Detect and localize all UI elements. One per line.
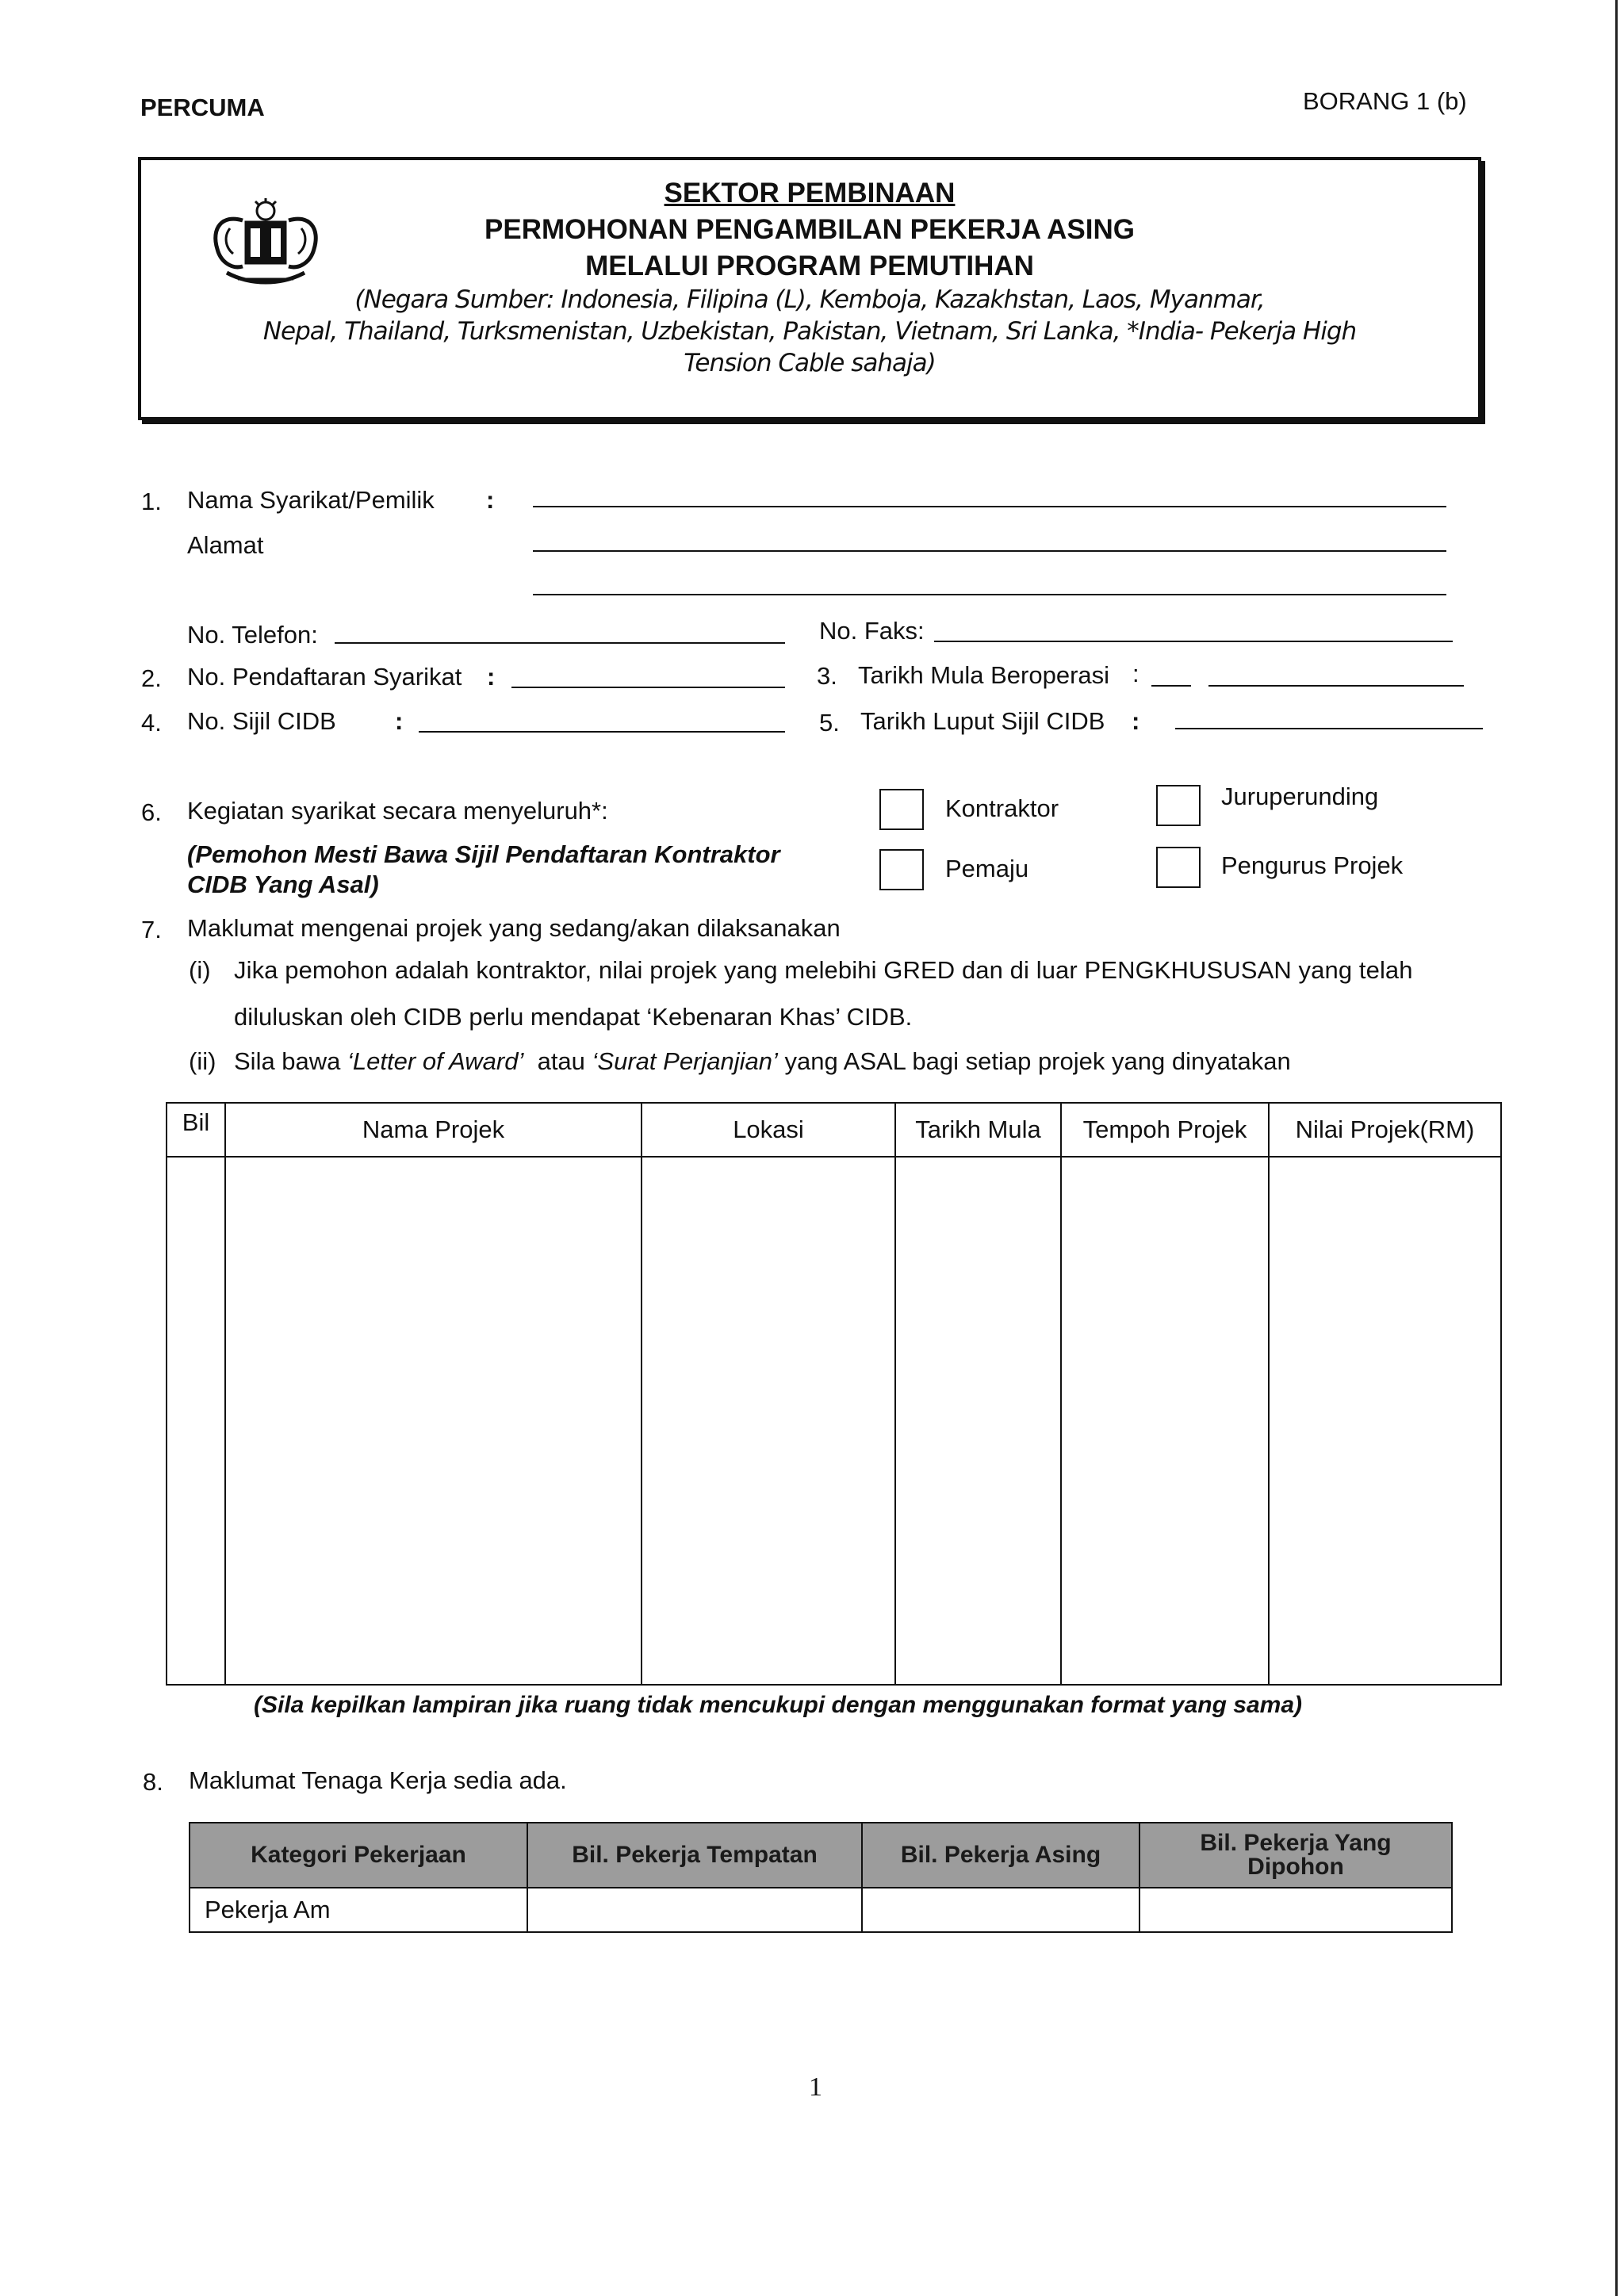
column-header-duration: Tempoh Projek xyxy=(1061,1103,1269,1157)
item-number: 1. xyxy=(141,488,162,515)
colon: : xyxy=(1132,660,1139,687)
fax-field[interactable] xyxy=(934,641,1453,642)
form-code: BORANG 1 (b) xyxy=(1303,87,1467,115)
address-field-line-1[interactable] xyxy=(533,550,1446,552)
project-duration-cell[interactable] xyxy=(1061,1157,1269,1685)
attachment-note: (Sila kepilkan lampiran jika ruang tidak mencukupi dengan menggunakan format yang sama) xyxy=(254,1692,1303,1718)
company-name-label: Nama Syarikat/Pemilik xyxy=(187,486,435,514)
workforce-info-label: Maklumat Tenaga Kerja sedia ada. xyxy=(189,1766,567,1794)
column-header-job-category: Kategori Pekerjaan xyxy=(190,1823,527,1888)
column-header-bil: Bil xyxy=(167,1103,225,1157)
project-bil-cell[interactable] xyxy=(167,1157,225,1685)
activity-note-line1: (Pemohon Mesti Bawa Sijil Pendaftaran Kontraktor xyxy=(187,840,780,868)
column-header-start-date: Tarikh Mula xyxy=(895,1103,1061,1157)
consultant-checkbox[interactable] xyxy=(1156,785,1201,826)
cidb-certificate-label: No. Sijil CIDB xyxy=(187,707,336,735)
job-category-cell: Pekerja Am xyxy=(190,1888,527,1932)
source-countries-line2: Nepal, Thailand, Turksmenistan, Uzbekistan, Pakistan, Vietnam, Sri Lanka, *India- Pekerja High xyxy=(262,317,1357,346)
column-header-project-name: Nama Projek xyxy=(225,1103,642,1157)
phone-label: No. Telefon: xyxy=(187,621,318,649)
contractor-grade-note-line2: diluluskan oleh CIDB perlu mendapat ‘Kebenaran Khas’ CIDB. xyxy=(234,1003,913,1031)
bring-documents-note: Sila bawa ‘Letter of Award’ atau ‘Surat Perjanjian’ yang ASAL bagi setiap projek yang dinyatakan xyxy=(234,1047,1291,1075)
cidb-expiry-field[interactable] xyxy=(1175,728,1483,729)
operation-start-field[interactable] xyxy=(1208,685,1464,687)
sub-item-ii: (ii) xyxy=(189,1047,216,1075)
sector-title: SEKTOR PEMBINAAN xyxy=(664,178,956,209)
cidb-expiry-label: Tarikh Luput Sijil CIDB xyxy=(860,707,1105,735)
foreign-workers-cell[interactable] xyxy=(862,1888,1139,1932)
scan-edge xyxy=(1615,0,1618,2296)
item-number: 8. xyxy=(143,1768,163,1796)
project-manager-option-label: Pengurus Projek xyxy=(1221,851,1404,879)
operation-start-field-short[interactable] xyxy=(1151,685,1191,687)
company-activity-label: Kegiatan syarikat secara menyeluruh*: xyxy=(187,797,608,825)
colon: : xyxy=(395,707,404,735)
project-table xyxy=(166,1102,1502,1686)
colon: : xyxy=(487,663,496,691)
project-location-cell[interactable] xyxy=(642,1157,895,1685)
item-number: 2. xyxy=(141,664,162,692)
page-number: 1 xyxy=(809,2072,822,2102)
header-box xyxy=(138,157,1481,420)
consultant-option-label: Juruperunding xyxy=(1221,783,1379,810)
project-manager-checkbox[interactable] xyxy=(1156,847,1201,888)
developer-checkbox[interactable] xyxy=(879,849,924,890)
item-number: 5. xyxy=(819,709,840,737)
company-name-field[interactable] xyxy=(533,506,1446,507)
activity-note-line2: CIDB Yang Asal) xyxy=(187,871,379,898)
item-number: 4. xyxy=(141,709,162,737)
developer-option-label: Pemaju xyxy=(945,855,1029,882)
project-name-cell[interactable] xyxy=(225,1157,642,1685)
column-header-project-value: Nilai Projek(RM) xyxy=(1269,1103,1501,1157)
item-number: 3. xyxy=(817,662,837,690)
project-info-label: Maklumat mengenai projek yang sedang/akan dilaksanakan xyxy=(187,914,841,942)
cidb-certificate-field[interactable] xyxy=(419,731,785,733)
contractor-option-label: Kontraktor xyxy=(945,794,1059,822)
column-header-location: Lokasi xyxy=(642,1103,895,1157)
free-label: PERCUMA xyxy=(140,94,265,121)
item-number: 6. xyxy=(141,798,162,826)
fax-label: No. Faks: xyxy=(819,617,925,645)
contractor-checkbox[interactable] xyxy=(879,789,924,830)
item-number: 7. xyxy=(141,916,162,943)
column-header-local-workers: Bil. Pekerja Tempatan xyxy=(527,1823,862,1888)
address-label: Alamat xyxy=(187,531,264,559)
operation-start-label: Tarikh Mula Beroperasi xyxy=(858,661,1110,689)
program-title: MELALUI PROGRAM PEMUTIHAN xyxy=(585,251,1034,281)
source-countries-line3: Tension Cable sahaja) xyxy=(684,349,936,377)
project-value-cell[interactable] xyxy=(1269,1157,1501,1685)
project-start-date-cell[interactable] xyxy=(895,1157,1061,1685)
table-row xyxy=(190,1888,1452,1932)
column-header-foreign-workers: Bil. Pekerja Asing xyxy=(862,1823,1139,1888)
local-workers-cell[interactable] xyxy=(527,1888,862,1932)
contractor-grade-note-line1: Jika pemohon adalah kontraktor, nilai projek yang melebihi GRED dan di luar PENGKHUSUSAN yang telah xyxy=(234,956,1413,984)
address-field-line-2[interactable] xyxy=(533,594,1446,595)
sub-item-i: (i) xyxy=(189,956,211,984)
workforce-table xyxy=(189,1822,1453,1933)
company-registration-field[interactable] xyxy=(511,687,785,688)
colon: : xyxy=(1132,707,1140,735)
company-registration-label: No. Pendaftaran Syarikat xyxy=(187,663,462,691)
source-countries-line1: (Negara Sumber: Indonesia, Filipina (L), Kemboja, Kazakhstan, Laos, Myanmar, xyxy=(354,285,1265,314)
colon: : xyxy=(486,486,495,514)
column-header-requested-workers: Bil. Pekerja Yang Dipohon xyxy=(1139,1823,1452,1888)
form-title: PERMOHONAN PENGAMBILAN PEKERJA ASING xyxy=(485,214,1135,245)
phone-field[interactable] xyxy=(335,642,785,644)
requested-workers-cell[interactable] xyxy=(1139,1888,1452,1932)
